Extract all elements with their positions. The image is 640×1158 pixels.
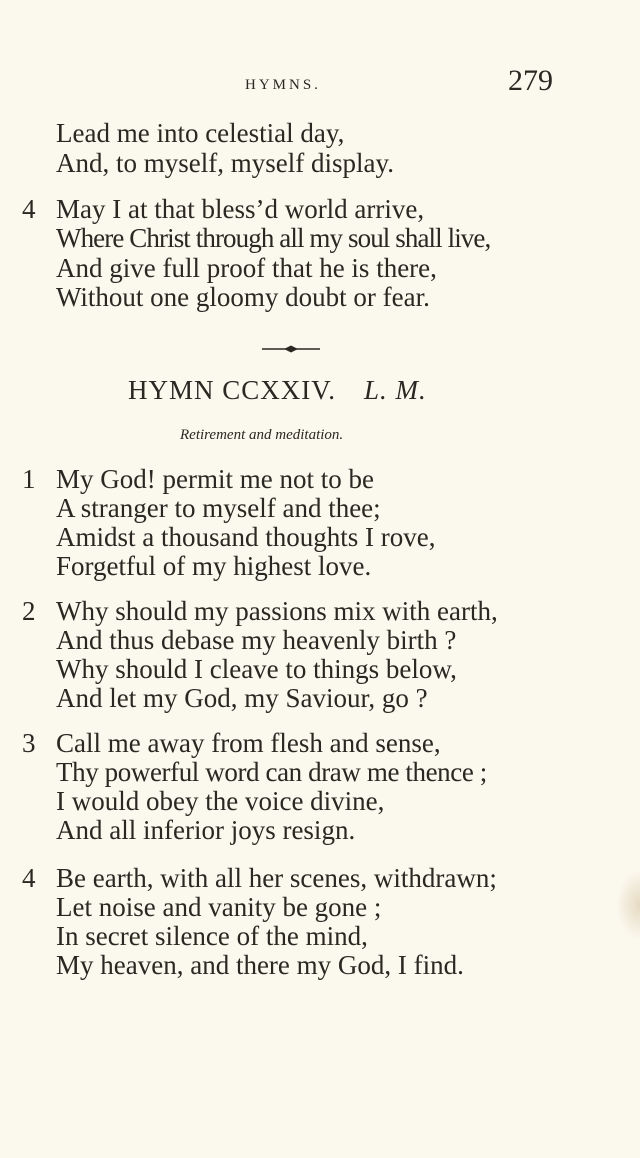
verse-line: And thus debase my heavenly birth ? [56, 625, 457, 655]
verse-line: My heaven, and there my God, I find. [56, 950, 464, 980]
hymn-subtitle: Retirement and meditation. [180, 427, 344, 443]
verse-line: Amidst a thousand thoughts I rove, [56, 522, 436, 552]
verse-line: Call me away from flesh and sense, [56, 728, 441, 758]
verse-line: And all inferior joys resign. [56, 815, 356, 845]
verse-line: Be earth, with all her scenes, withdrawn; [56, 863, 497, 893]
verse-line: Thy powerful word can draw me thence ; [56, 757, 487, 787]
verse-line: May I at that bless’d world arrive, [56, 194, 425, 224]
verse-line: In secret silence of the mind, [56, 921, 368, 951]
verse-line: I would obey the voice divine, [56, 786, 385, 816]
verse-line: Why should my passions mix with earth, [56, 596, 498, 626]
hymn-heading [128, 375, 427, 406]
ornament-divider [262, 345, 320, 353]
hymn-meter: L. M. [364, 375, 427, 405]
verse-line: Without one gloomy doubt or fear. [56, 282, 430, 312]
hymn-title: HYMN CCXXIV. [128, 375, 337, 405]
stanza-number: 3 [22, 728, 36, 758]
verse-line: And give full proof that he is there, [56, 253, 437, 283]
verse-line: Why should I cleave to things below, [56, 654, 457, 684]
paper-stain [616, 870, 640, 940]
stanza-number: 1 [22, 464, 36, 494]
verse-line: And let my God, my Saviour, go ? [56, 683, 428, 713]
running-header: HYMNS. [245, 77, 321, 93]
verse-line: Forgetful of my highest love. [56, 551, 372, 581]
verse-line: A stranger to myself and thee; [56, 493, 381, 523]
verse-line: Where Christ through all my soul shall live, [56, 223, 491, 253]
verse-line: Let noise and vanity be gone ; [56, 892, 382, 922]
stanza-number: 4 [22, 194, 36, 224]
verse-line: My God! permit me not to be [56, 464, 374, 494]
stanza-number: 4 [22, 863, 36, 893]
stanza-number: 2 [22, 596, 36, 626]
page-number: 279 [508, 64, 553, 97]
verse-line: Lead me into celestial day, [56, 118, 345, 148]
verse-line: And, to myself, myself display. [56, 148, 394, 178]
